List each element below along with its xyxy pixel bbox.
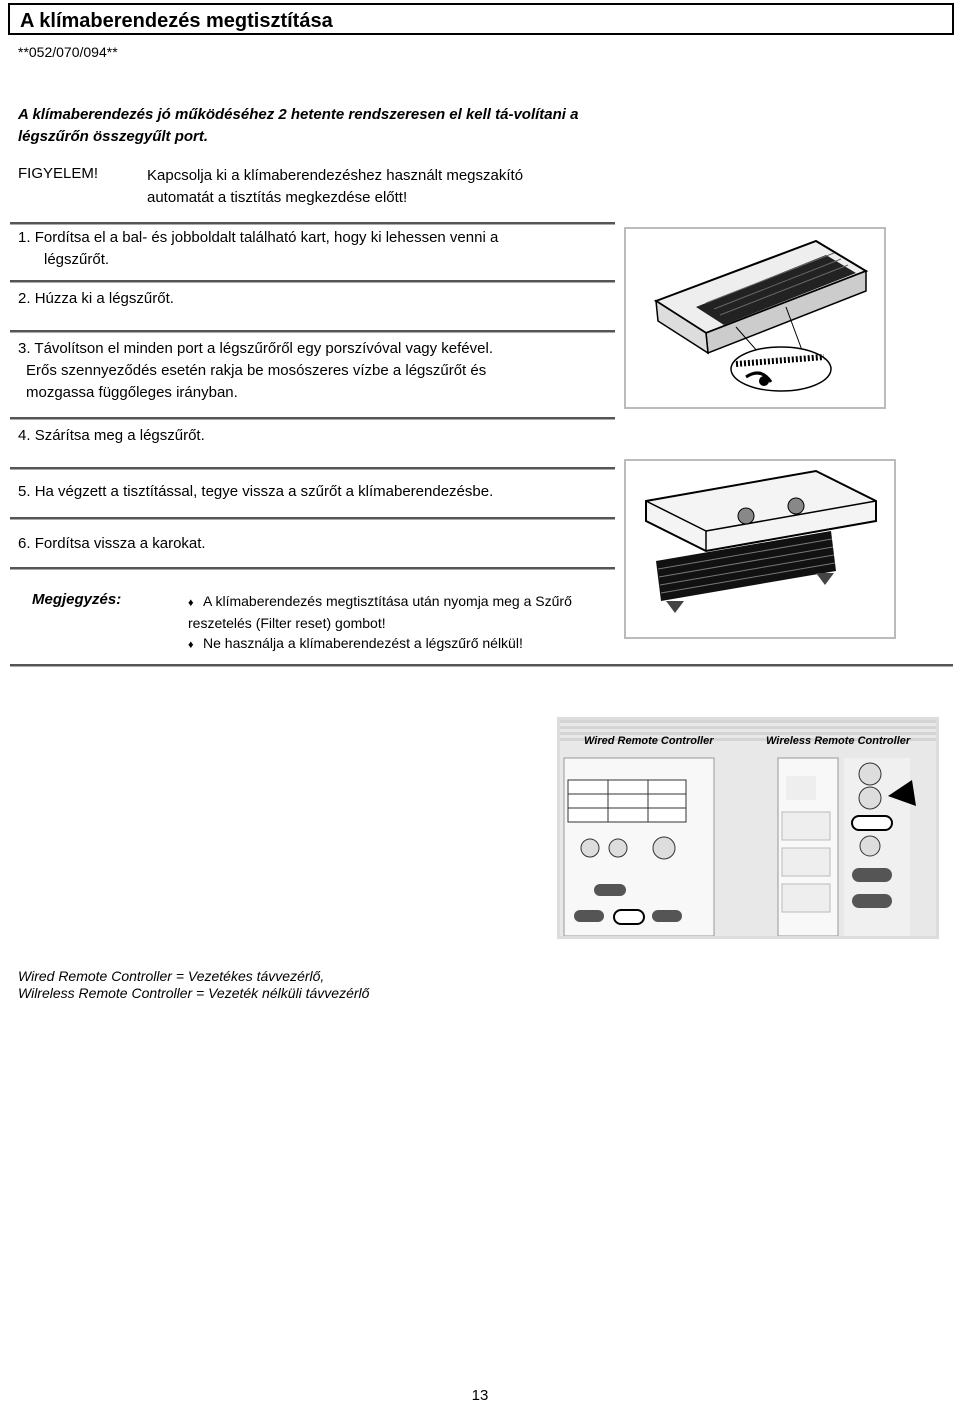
filter-unit-illustration [624, 227, 886, 409]
wireless-remote-label: Wireless Remote Controller [766, 735, 911, 747]
step-text: Távolítson el minden port a légszűrőről egy porszívóval vagy kefével. [34, 340, 493, 357]
model-code: **052/070/094** [18, 44, 118, 60]
remote-legend [18, 968, 369, 1002]
step-2 [18, 288, 608, 310]
step-text-cont: mozgassa függőleges irányban. [26, 384, 238, 401]
divider [10, 222, 615, 225]
step-text: Fordítsa el a bal- és jobboldalt található kart, hogy ki lehessen venni a [34, 229, 499, 246]
step-number: 4. [18, 427, 31, 444]
step-number: 1. [18, 229, 31, 246]
divider [10, 567, 615, 570]
legend-line: Wired Remote Controller = Vezetékes távvezérlő, [18, 968, 325, 984]
divider [10, 280, 615, 283]
step-6 [18, 533, 608, 555]
step-number: 5. [18, 483, 31, 500]
note-item [188, 591, 618, 633]
note-label: Megjegyzés: [32, 591, 122, 608]
intro-text: A klímaberendezés jó működéséhez 2 hetente rendszeresen el kell tá-volítani a légszűrőn összegyűlt port. [18, 106, 579, 145]
page-title-text: A klímaberendezés megtisztítása [20, 10, 333, 32]
step-text-cont: légszűrőt. [44, 251, 110, 268]
step-4 [18, 425, 608, 447]
note-item-text: A klímaberendezés megtisztítása után nyomja meg a Szűrő reszetelés (Filter reset) gombot! [188, 593, 572, 631]
wired-remote-label: Wired Remote Controller [584, 735, 714, 747]
warning-text: Kapcsolja ki a klímaberendezéshez használt megszakító automatát a tisztítás megkezdése előtt! [147, 167, 524, 206]
step-text: Húzza ki a légszűrőt. [34, 290, 174, 307]
diamond-bullet-icon: ♦ [188, 597, 194, 609]
step-text-cont: Erős szennyeződés esetén rakja be mosószeres vízbe a légszűrőt és [26, 362, 487, 379]
note-item-text: Ne használja a klímaberendezést a légszűrő nélkül! [203, 635, 523, 651]
step-number: 6. [18, 535, 31, 552]
step-text: Szárítsa meg a légszűrőt. [34, 427, 205, 444]
step-text: Ha végzett a tisztítással, tegye vissza a szűrőt a klímaberendezésbe. [34, 483, 494, 500]
divider [10, 330, 615, 333]
step-text: Fordítsa vissza a karokat. [34, 535, 206, 552]
divider [10, 467, 615, 470]
remote-controller-illustration [557, 717, 939, 939]
divider [10, 664, 953, 667]
legend-line: Wilreless Remote Controller = Vezeték nélküli távvezérlő [18, 985, 370, 1001]
page-number: 13 [471, 1387, 489, 1404]
step-5 [18, 481, 608, 503]
diamond-bullet-icon: ♦ [188, 639, 194, 651]
warning-label: FIGYELEM! [18, 165, 99, 182]
note-list [188, 591, 618, 655]
step-3 [18, 338, 608, 404]
divider [10, 517, 615, 520]
step-1 [18, 227, 608, 271]
divider [10, 417, 615, 420]
page-title [8, 3, 954, 35]
note-item [188, 633, 618, 655]
step-number: 2. [18, 290, 31, 307]
filter-removal-illustration [624, 459, 896, 639]
step-number: 3. [18, 340, 31, 357]
